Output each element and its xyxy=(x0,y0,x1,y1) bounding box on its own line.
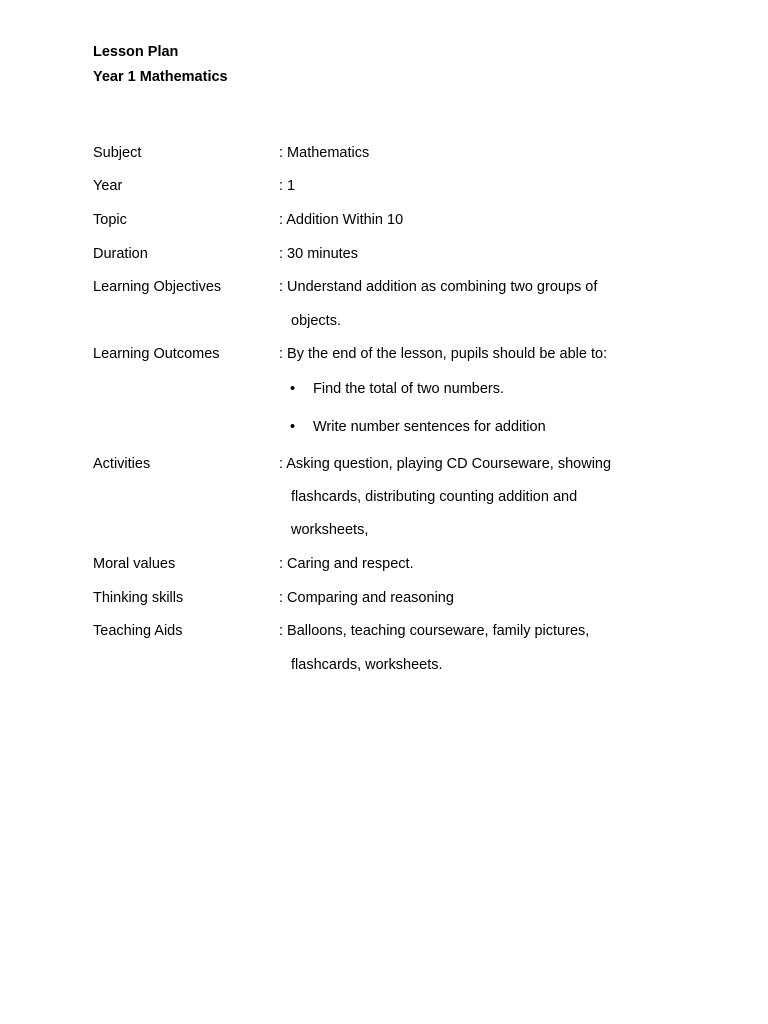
activities-value: : Asking question, playing CD Courseware, showing xyxy=(279,456,612,472)
learning-objectives-value: : Understand addition as combining two groups of xyxy=(279,279,598,295)
subject-label: Subject xyxy=(93,145,142,161)
learning-objectives-label: Learning Objectives xyxy=(93,279,222,295)
learning-outcomes-value: : By the end of the lesson, pupils should be able to: xyxy=(279,346,608,362)
teaching-aids-label: Teaching Aids xyxy=(93,623,183,639)
learning-outcome-item: Find the total of two numbers. xyxy=(313,381,505,397)
topic-label: Topic xyxy=(93,212,127,228)
teaching-aids-continuation: flashcards, worksheets. xyxy=(291,657,443,673)
bullet-icon: • xyxy=(290,381,296,397)
thinking-skills-label: Thinking skills xyxy=(93,590,184,606)
subject-value: : Mathematics xyxy=(279,145,370,161)
activities-continuation: flashcards, distributing counting addition and xyxy=(291,489,578,505)
bullet-icon: • xyxy=(290,419,296,435)
document-title: Lesson Plan xyxy=(93,44,179,60)
activities-continuation: worksheets, xyxy=(291,522,369,538)
moral-values-label: Moral values xyxy=(93,556,176,572)
learning-outcome-item: Write number sentences for addition xyxy=(313,419,546,435)
teaching-aids-value: : Balloons, teaching courseware, family pictures, xyxy=(279,623,590,639)
year-label: Year xyxy=(93,178,123,194)
document-subtitle: Year 1 Mathematics xyxy=(93,69,228,85)
duration-value: : 30 minutes xyxy=(279,246,358,262)
moral-values-value: : Caring and respect. xyxy=(279,556,414,572)
thinking-skills-value: : Comparing and reasoning xyxy=(279,590,454,606)
learning-objectives-continuation: objects. xyxy=(291,313,341,329)
learning-outcomes-label: Learning Outcomes xyxy=(93,346,220,362)
topic-value: : Addition Within 10 xyxy=(279,212,404,228)
duration-label: Duration xyxy=(93,246,148,262)
year-value: : 1 xyxy=(279,178,296,194)
activities-label: Activities xyxy=(93,456,151,472)
